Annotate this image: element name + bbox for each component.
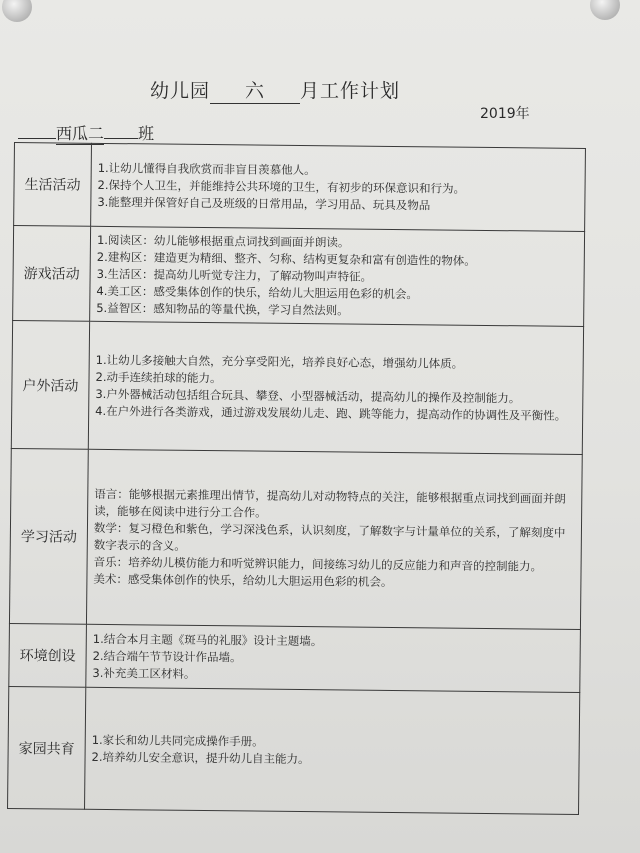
- content-item: 1.让幼儿多接触大自然，充分享受阳光，培养良好心态，增强幼儿体质。: [95, 352, 464, 371]
- content-item: 5.益智区：感知物品的等量代换，学习自然法则。: [96, 300, 349, 318]
- plan-row: [11, 320, 583, 454]
- content-item: 1.阅读区：幼儿能够根据重点词找到画面并朗读。: [96, 232, 350, 250]
- row-content: [90, 226, 585, 326]
- content-item: 2.保持个人卫生，并能维持公共环境的卫生，有初步的环保意识和行为。: [97, 177, 466, 196]
- row-content: [86, 624, 581, 692]
- content-item: 2.结合端午节节设计作品墙。: [92, 648, 242, 664]
- content-item: 2.建构区：建造更为精细、整齐、匀称、结构更复杂和富有创造性的物体。: [96, 249, 476, 268]
- content-item: 3.能整理并保管好自己及班级的日常用品，学习用品、玩具及物品: [97, 194, 431, 212]
- pushpin-left: [2, 0, 32, 22]
- row-label: 生活活动: [14, 143, 92, 227]
- page-title: [150, 76, 400, 104]
- content-item: 3.生活区：提高幼儿听觉专注力，了解动物叫声特征。: [96, 266, 373, 284]
- row-content: [88, 321, 583, 454]
- title-month-blank: [210, 76, 300, 104]
- title-prefix: 幼儿园: [150, 80, 211, 102]
- content-item: 1.让幼儿懂得自我欣赏而非盲目羡慕他人。: [97, 160, 316, 177]
- title-suffix: 月工作计划: [300, 80, 401, 102]
- class-blank-right: [104, 138, 138, 139]
- class-suffix: 班: [138, 124, 155, 143]
- pushpin-right: [590, 0, 620, 20]
- content-item: 2.培养幼儿安全意识，提升幼儿自主能力。: [91, 749, 310, 766]
- row-label: 家园共育: [8, 686, 86, 809]
- row-label: 学习活动: [9, 448, 88, 624]
- class-blank-left: [18, 138, 56, 139]
- content-item: 1.结合本月主题《斑马的礼服》设计主题墙。: [92, 631, 323, 648]
- plan-table: [7, 142, 586, 815]
- title-month: 六: [245, 80, 266, 102]
- content-item: 3.户外器械活动包括组合玩具、攀登、小型器械活动，提高幼儿的操作及控制能力。: [95, 386, 521, 405]
- year-label: 2019年: [480, 106, 530, 122]
- content-item: 4.在户外进行各类游戏，通过游戏发展幼儿走、跑、跳等能力，提高动作的协调性及平衡性。: [95, 403, 567, 423]
- content-item: 音乐：培养幼儿模仿能力和听觉辨识能力，间接练习幼儿的反应能力和声音的控制能力。: [93, 554, 543, 574]
- class-name: 西瓜二: [56, 121, 104, 145]
- row-label: 游戏活动: [13, 226, 91, 322]
- content-item: 语言：能够根据元素推理出情节，提高幼儿对动物特点的关注，能够根据重点词找到画面并朗读，能够在阅读中进行分工合作。: [94, 486, 566, 520]
- row-content: [91, 143, 586, 231]
- row-label: 环境创设: [9, 623, 87, 687]
- row-content: [86, 449, 582, 629]
- content-item: 美术：感受集体创作的快乐，给幼儿大胆运用色彩的机会。: [93, 571, 393, 589]
- plan-row: [8, 686, 580, 814]
- plan-row: [13, 226, 585, 327]
- plan-row: [14, 143, 586, 232]
- plan-row: [9, 448, 582, 629]
- row-content: [85, 687, 580, 814]
- content-item: 2.动手连续拍球的能力。: [95, 369, 222, 385]
- plan-row: [9, 623, 581, 692]
- content-item: 1.家长和幼儿共同完成操作手册。: [91, 732, 264, 749]
- content-item: 数学：复习橙色和紫色，学习深浅色系，认识刻度，了解数字与计量单位的关系，了解刻度中数字表示的含义。: [93, 520, 566, 553]
- content-item: 3.补充美工区材料。: [92, 665, 196, 681]
- row-label: 户外活动: [11, 320, 89, 449]
- content-item: 4.美工区：感受集体创作的快乐，给幼儿大胆运用色彩的机会。: [96, 283, 418, 301]
